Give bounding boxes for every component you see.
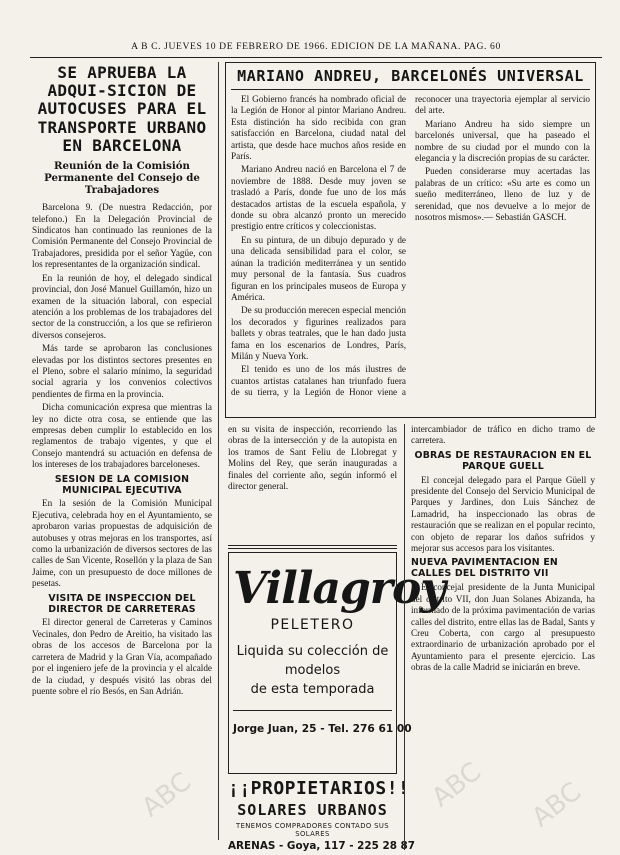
left-paragraph: Barcelona 9. (De nuestra Redacción, por telefono.) En la Delegación Provincial de Sindicatos han continuado las reuniones de la Comisión Permanente del Consejo Provincial de Trabajadores, presidida por el señor Yagüe, con los representantes de la organización sindical. (32, 202, 212, 270)
middle-paragraph: en su visita de inspección, recorriendo las obras de la intersección y de la autopista en los tramos de Sant Feliu de Llobregat y Molins del Rey, que serán inauguradas a finales del corriente año, según informó el director general. (228, 424, 397, 492)
ad2-address: ARENAS - Goya, 117 - 225 28 87 (228, 840, 416, 853)
column-divider (218, 62, 219, 840)
watermark: ABC (426, 756, 487, 814)
left-paragraph: En la reunión de hoy, el delegado sindical provincial, don José Manuel Guillamón, hizo un examen de la situación laboral, con especial atención a los problemas de los trabajadores del sector de la construcción, a los que se refirieron diversos consejeros. (32, 272, 212, 340)
left-paragraph: En la sesión de la Comisión Municipal Ejecutiva, celebrada hoy en el Ayuntamiento, se aprobaron varias propuestas de adquisición de autobuses y otras mejoras en los transportes, así como la urbanización de diversos sectores de las calles de San Vicente, Rosellón y la plaza de San Jaime, con un presupuesto de doce millones de pesetas. (32, 498, 212, 589)
right-paragraph: El concejal delegado para el Parque Güell y presidente del Consejo del Servicio Municipal de Parques y Jardines, don Luis Sánchez de Lamadrid, ha inspeccionado las obras de restauración que se realizan en el popular recinto, con objeto de reparar los daños sufridos y mejorar sus accesos para los visitantes. (411, 474, 595, 554)
story-paragraph: Pueden considerarse muy acertadas las palabras de un crítico: «Su arte es como un sueño mediterráneo, lleno de luz y de serenidad, que nos devuelve a lo mejor de nosotros mismos».— Sebastián GASCH. (415, 166, 590, 223)
left-paragraph: Dicha comunicación expresa que mientras la ley no dicte otra cosa, se entiende que las empresas deben cumplir lo establecido en los reglamentos de trabajo vigentes, y que el Consejo mantendrá su actuación en defensa de los intereses de los trabajadores barceloneses. (32, 402, 212, 470)
ad2-title: ¡¡PROPIETARIOS!! (228, 778, 410, 799)
story-paragraph: En su pintura, de un dibujo depurado y de una delicada sensibilidad para el color, se aúnan la tradición mediterránea y un sentido muy personal de la fantasía. Sus cuadros figuran en los principales museos de Europa y América. (231, 234, 406, 302)
story-headline: MARIANO ANDREU, BARCELONÉS UNIVERSAL (231, 67, 590, 90)
right-section-heading: OBRAS DE RESTAURACION EN EL PARQUE GUELL (414, 449, 592, 472)
left-subhead: Reunión de la Comisión Permanente del Consejo de Trabajadores (44, 160, 200, 197)
watermark: ABC (526, 776, 587, 834)
ad-address: Jorge Juan, 25 - Tel. 276 61 00 (233, 722, 412, 735)
column-divider (404, 424, 405, 850)
story-columns (231, 94, 590, 410)
right-section-heading: NUEVA PAVIMENTACION EN CALLES DEL DISTRITO VII (411, 557, 558, 580)
ad2-subtitle: SOLARES URBANOS (237, 801, 388, 819)
ad-trade: PELETERO (270, 617, 355, 633)
boxed-story (225, 62, 596, 418)
right-paragraph: intercambiador de tráfico en dicho tramo de carretera. (411, 424, 595, 446)
left-section-heading: SESION DE LA COMISION MUNICIPAL EJECUTIVA (54, 473, 190, 496)
advertisement-propietarios (228, 778, 416, 853)
right-paragraph: El concejal presidente de la Junta Municipal del distrito VII, don Juan Solanes Abizanda, ha informado de la próxima pavimentación de varias calles del distrito, entre ellas las de Badal, Sants y Creu Coberta, con cargo al presupuesto extraordinario de urbanización aprobado por el Ayuntamiento para el presente ejercicio. Las obras de la calle Madrid se iniciarán en breve. (411, 582, 595, 673)
ad-line: Liquida su colección de (236, 644, 389, 659)
ad-separator (228, 545, 397, 549)
left-paragraph: El director general de Carreteras y Caminos Vecinales, don Pedro de Areitio, ha visitado las obras de los accesos de Barcelona por la carretera de Madrid y la Gran Vía, acompañado por el ingeniero jefe de la provincia y el alcalde de la ciudad, y después visitó las obras del puente sobre el río Besós, en San Adrián. (32, 617, 212, 696)
left-column (32, 62, 212, 840)
middle-column (228, 424, 397, 542)
ad-line: modelos (284, 662, 341, 678)
ad-rule (233, 710, 392, 711)
masthead-rule (30, 57, 602, 58)
watermark: ABC (136, 766, 197, 824)
story-paragraph: El tenido es uno de los más ilustres de cuantos artistas catalanes han triunfado fuera de su tierra, y la Legión de Honor viene a reconocer una trayectoria ejemplar al servicio del arte. (231, 94, 590, 398)
left-headline: SE APRUEBA LA ADQUI-SICION DE AUTOCUSES PARA EL TRANSPORTE URBANO EN BARCELONA (37, 63, 207, 155)
left-paragraph: Más tarde se aprobaron las conclusiones elevadas por los distintos sectores presentes en el Pleno, sobre el salario mínimo, la seguridad social agraria y los convenios colectivos pendientes de firma en la provincia. (32, 343, 212, 399)
advertisement-villagroy (228, 552, 445, 774)
left-section-heading: VISITA DE INSPECCION DEL DIRECTOR DE CARRETERAS (48, 592, 196, 615)
ad-line: de esta temporada (250, 681, 375, 697)
ad2-note: TENEMOS COMPRADORES CONTADO SUS SOLARES (236, 822, 389, 839)
page-masthead: A B C. JUEVES 10 DE FEBRERO DE 1966. EDICION DE LA MAÑANA. PAG. 60 (131, 41, 501, 52)
story-paragraph: Mariano Andreu ha sido siempre un barcelonés universal, que ha paseado el nombre de su ciudad por el mundo con la elegancia y la discreción propias de su carácter. (415, 118, 590, 164)
story-paragraph: De su producción merecen especial mención los decorados y figurines realizados para ballets y obras teatrales, que le han dado justa fama en los escenarios de Londres, París, Milán y Nueva York. (231, 305, 406, 361)
story-paragraph: El Gobierno francés ha nombrado oficial de la Legión de Honor al pintor Mariano Andreu. Esta distinción ha sido recibida con gran satisfacción en Barcelona, ciudad natal del artista, que desde hace muchos años reside en París. (231, 94, 406, 162)
ad-brand-logo: Villagroy (233, 563, 445, 614)
story-paragraph: Mariano Andreu nació en Barcelona el 7 de noviembre de 1888. Desde muy joven se trasladó a París, donde fue uno de los más destacados artistas de la escuela española, y donde su obra alcanzó pronto un merecido prestigio entre críticos y coleccionistas. (231, 164, 406, 232)
